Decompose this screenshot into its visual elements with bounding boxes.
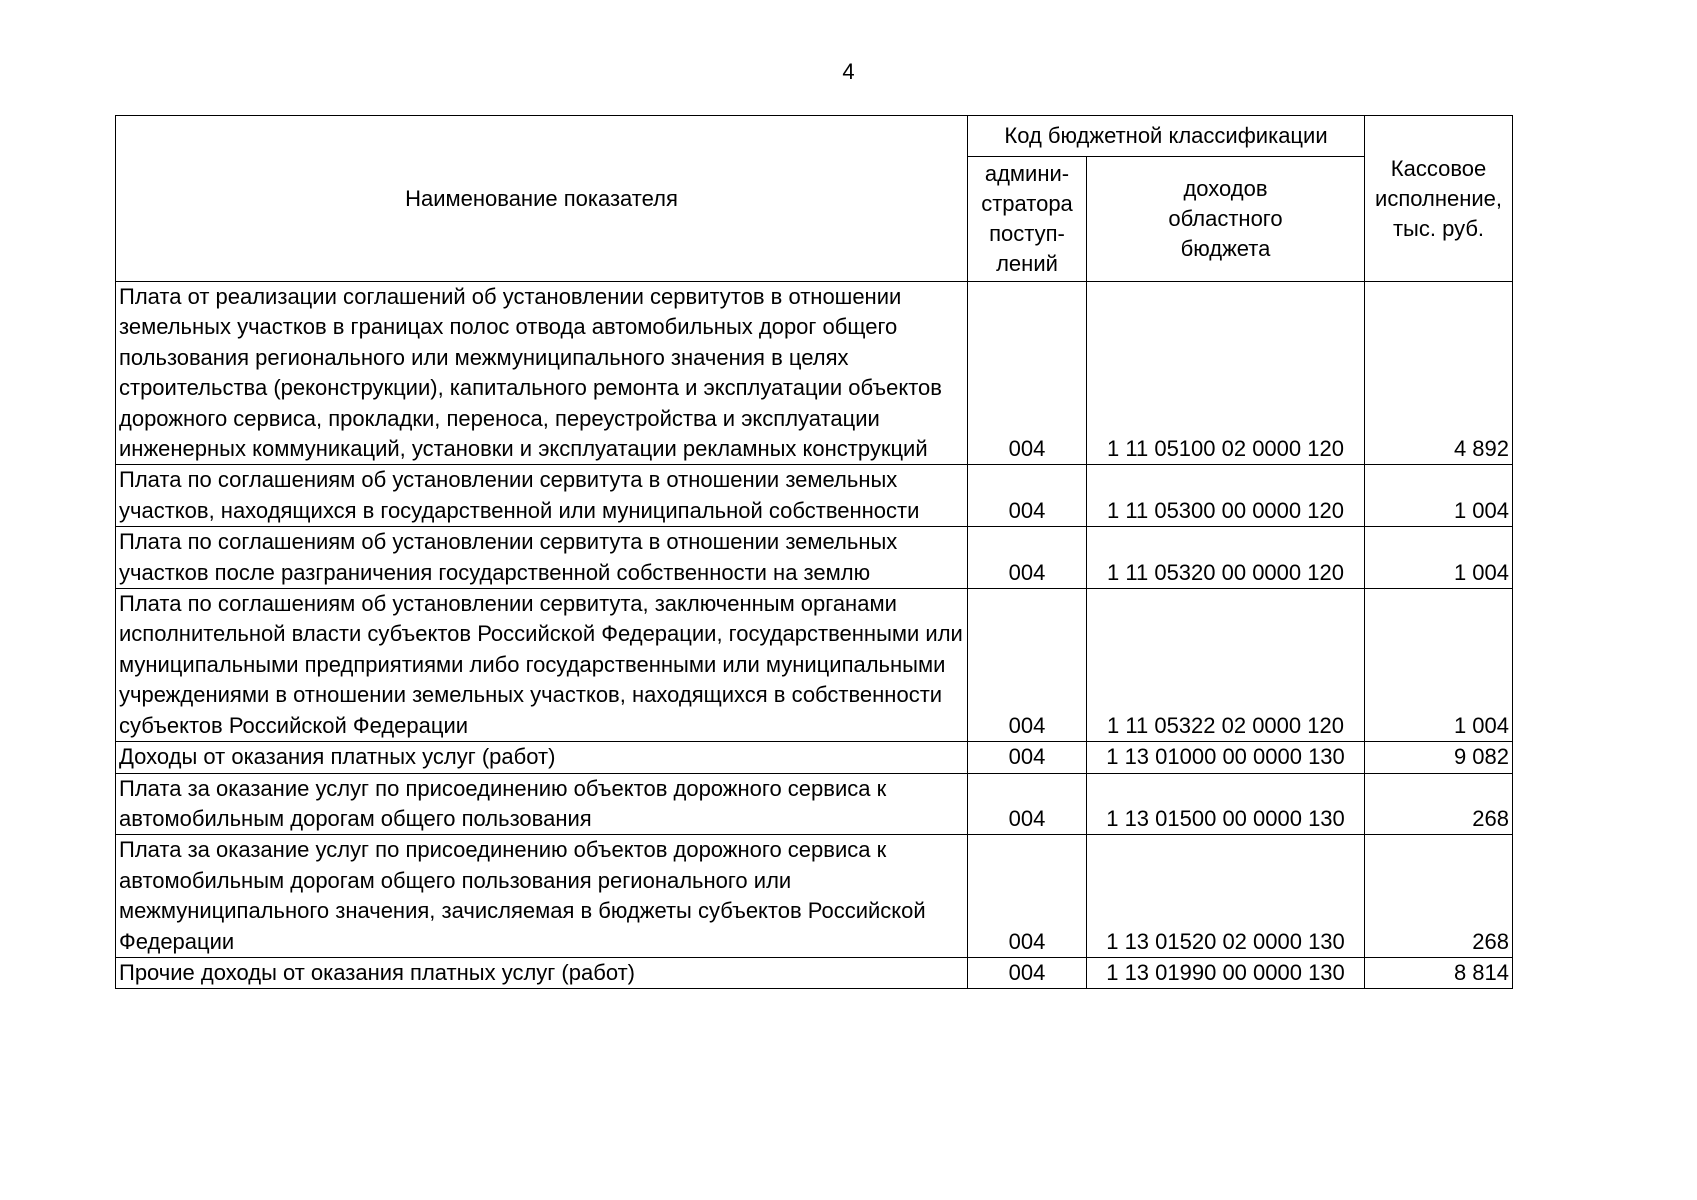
header-name: Наименование показателя <box>116 116 968 282</box>
row-code-cell: 1 13 01520 02 0000 130 <box>1087 835 1365 958</box>
row-amount-cell: 1 004 <box>1365 465 1513 527</box>
row-code-cell: 1 11 05300 00 0000 120 <box>1087 465 1365 527</box>
header-admin: админи- стратора поступ- лений <box>968 157 1087 282</box>
row-name-cell: Плата по соглашениям об установлении сервитута в отношении земельных участков после разграничения государственной собственности на землю <box>116 527 968 589</box>
row-code-cell: 1 13 01500 00 0000 130 <box>1087 773 1365 835</box>
row-admin-cell: 004 <box>968 957 1087 988</box>
row-name-cell: Плата за оказание услуг по присоединению объектов дорожного сервиса к автомобильным дорогам общего пользования регионального или межмуниципального значения, зачисляемая в бюджеты субъектов Российской Федерации <box>116 835 968 958</box>
table-body <box>116 282 1513 989</box>
row-amount-cell: 8 814 <box>1365 957 1513 988</box>
table-row <box>116 773 1513 835</box>
row-amount-cell: 1 004 <box>1365 527 1513 589</box>
table-header <box>116 116 1513 282</box>
table-row <box>116 742 1513 773</box>
table-row <box>116 835 1513 958</box>
row-amount-cell: 1 004 <box>1365 589 1513 742</box>
row-admin-cell: 004 <box>968 527 1087 589</box>
page-number: 4 <box>842 59 855 84</box>
table-row <box>116 527 1513 589</box>
budget-table <box>115 115 1513 989</box>
row-amount-cell: 268 <box>1365 835 1513 958</box>
row-name-cell: Плата за оказание услуг по присоединению объектов дорожного сервиса к автомобильным дорогам общего пользования <box>116 773 968 835</box>
row-code-cell: 1 13 01990 00 0000 130 <box>1087 957 1365 988</box>
table-row <box>116 282 1513 465</box>
header-amount: Кассовое исполнение, тыс. руб. <box>1365 116 1513 282</box>
row-name-cell: Плата от реализации соглашений об установлении сервитутов в отношении земельных участков в границах полос отвода автомобильных дорог общего пользования регионального или межмуниципального значения в целях строительства (реконструкции), капитального ремонта и эксплуатации объектов дорожного сервиса, прокладки, переноса, переустройства и эксплуатации инженерных коммуникаций, установки и эксплуатации рекламных конструкций <box>116 282 968 465</box>
row-code-cell: 1 13 01000 00 0000 130 <box>1087 742 1365 773</box>
header-code-group: Код бюджетной классификации <box>968 116 1365 157</box>
row-name-cell: Плата по соглашениям об установлении сервитута в отношении земельных участков, находящихся в государственной или муниципальной собственности <box>116 465 968 527</box>
header-income-code: доходов областного бюджета <box>1087 157 1365 282</box>
table-row <box>116 957 1513 988</box>
row-code-cell: 1 11 05322 02 0000 120 <box>1087 589 1365 742</box>
row-admin-cell: 004 <box>968 742 1087 773</box>
row-admin-cell: 004 <box>968 773 1087 835</box>
row-admin-cell: 004 <box>968 465 1087 527</box>
row-name-cell: Прочие доходы от оказания платных услуг (работ) <box>116 957 968 988</box>
row-code-cell: 1 11 05320 00 0000 120 <box>1087 527 1365 589</box>
row-amount-cell: 4 892 <box>1365 282 1513 465</box>
row-name-cell: Доходы от оказания платных услуг (работ) <box>116 742 968 773</box>
row-admin-cell: 004 <box>968 589 1087 742</box>
row-amount-cell: 268 <box>1365 773 1513 835</box>
row-name-cell: Плата по соглашениям об установлении сервитута, заключенным органами исполнительной власти субъектов Российской Федерации, государственными или муниципальными предприятиями либо государственными или муниципальными учреждениями в отношении земельных участков, находящихся в собственности субъектов Российской Федерации <box>116 589 968 742</box>
row-admin-cell: 004 <box>968 282 1087 465</box>
row-admin-cell: 004 <box>968 835 1087 958</box>
table-row <box>116 589 1513 742</box>
row-amount-cell: 9 082 <box>1365 742 1513 773</box>
table-row <box>116 465 1513 527</box>
row-code-cell: 1 11 05100 02 0000 120 <box>1087 282 1365 465</box>
